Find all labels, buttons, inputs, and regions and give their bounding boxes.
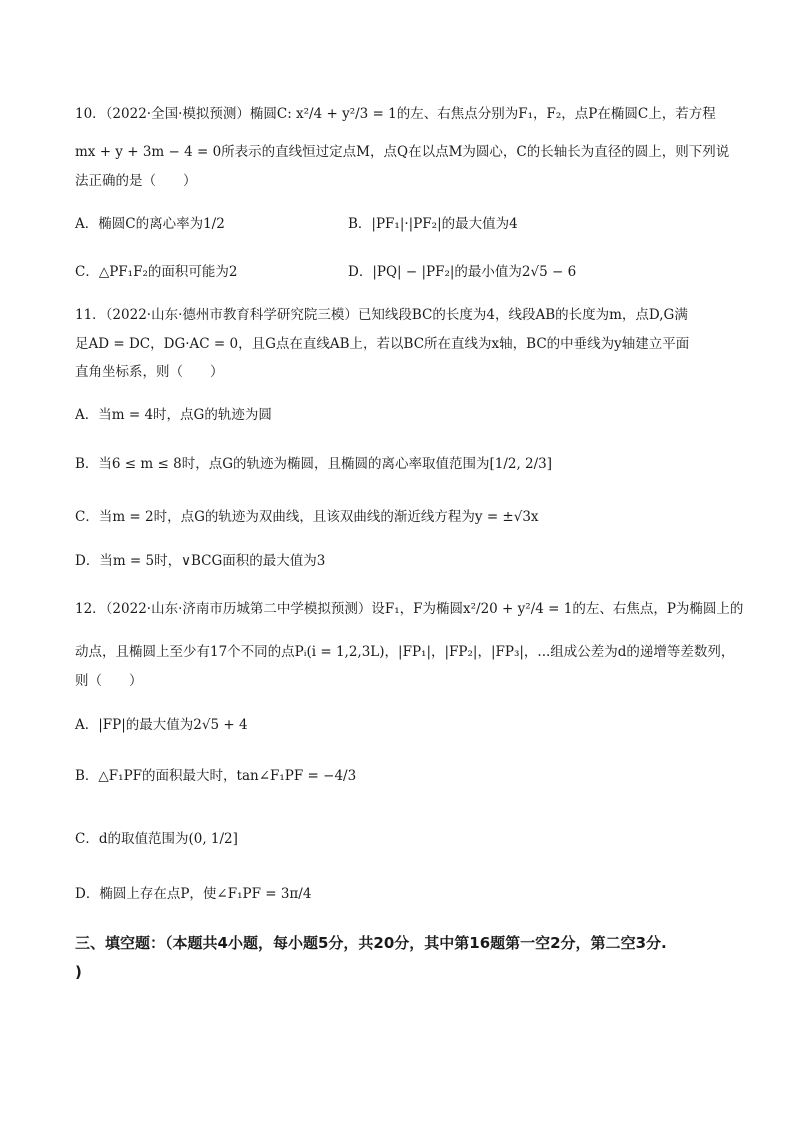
section-heading-cont: ) (75, 963, 82, 981)
q12-option-d: D．椭圆上存在点P，使∠F₁PF = 3π/4 (75, 886, 312, 902)
q11-option-b: B．当6 ≤ m ≤ 8时，点G的轨迹为椭圆，且椭圆的离心率取值范围为[1/2, 2/3] (75, 456, 553, 472)
q10-stem-line-1: 10．（2022·全国·模拟预测）椭圆C: x²/4 + y²/3 = 1的左、右焦点分别为F₁，F₂，点P在椭圆C上，若方程 (75, 106, 716, 122)
q10-option-a: A．椭圆C的离心率为1/2 (75, 216, 225, 232)
q11-stem-line-1: 11．（2022·山东·德州市教育科学研究院三模）已知线段BC的长度为4，线段AB的长度为m，点D,G满 (75, 307, 688, 323)
q12-option-c: C．d的取值范围为(0, 1/2] (75, 831, 238, 847)
q11-stem-line-2: 足AD = DC，DG·AC = 0，且G点在直线AB上，若以BC所在直线为x轴，BC的中垂线为y轴建立平面 (75, 336, 690, 352)
q10-option-d: D．|PQ| − |PF₂|的最小值为2√5 − 6 (348, 264, 577, 280)
q10-option-c: C．△PF₁F₂的面积可能为2 (75, 264, 238, 280)
q12-stem-line-2: 动点，且椭圆上至少有17个不同的点Pᵢ(i = 1,2,3L)，|FP₁|，|FP₂|，|FP₃|，...组成公差为d的递增等差数列， (75, 644, 735, 660)
q11-option-c: C．当m = 2时，点G的轨迹为双曲线，且该双曲线的渐近线方程为y = ±√3x (75, 509, 539, 525)
q10-stem-line-3: 法正确的是（ ） (75, 173, 197, 189)
q12-option-a: A．|FP|的最大值为2√5 + 4 (75, 717, 248, 733)
q11-option-a: A．当m = 4时，点G的轨迹为圆 (75, 407, 272, 423)
q10-option-b: B．|PF₁|·|PF₂|的最大值为4 (348, 216, 518, 232)
q11-stem-line-3: 直角坐标系，则（ ） (75, 364, 224, 380)
section-heading: 三、填空题：（本题共4小题，每小题5分，共20分，其中第16题第一空2分，第二空3分. (75, 934, 667, 952)
q11-option-d: D．当m = 5时，∨BCG面积的最大值为3 (75, 553, 326, 569)
q10-stem-line-2: mx + y + 3m − 4 = 0所表示的直线恒过定点M，点Q在以点M为圆心，C的长轴长为直径的圆上，则下列说 (75, 144, 730, 160)
q12-stem-line-3: 则（ ） (75, 673, 143, 689)
q12-stem-line-1: 12．（2022·山东·济南市历城第二中学模拟预测）设F₁，F为椭圆x²/20 + y²/4 = 1的左、右焦点，P为椭圆上的 (75, 601, 744, 617)
q12-option-b: B．△F₁PF的面积最大时，tan∠F₁PF = −4/3 (75, 768, 357, 784)
